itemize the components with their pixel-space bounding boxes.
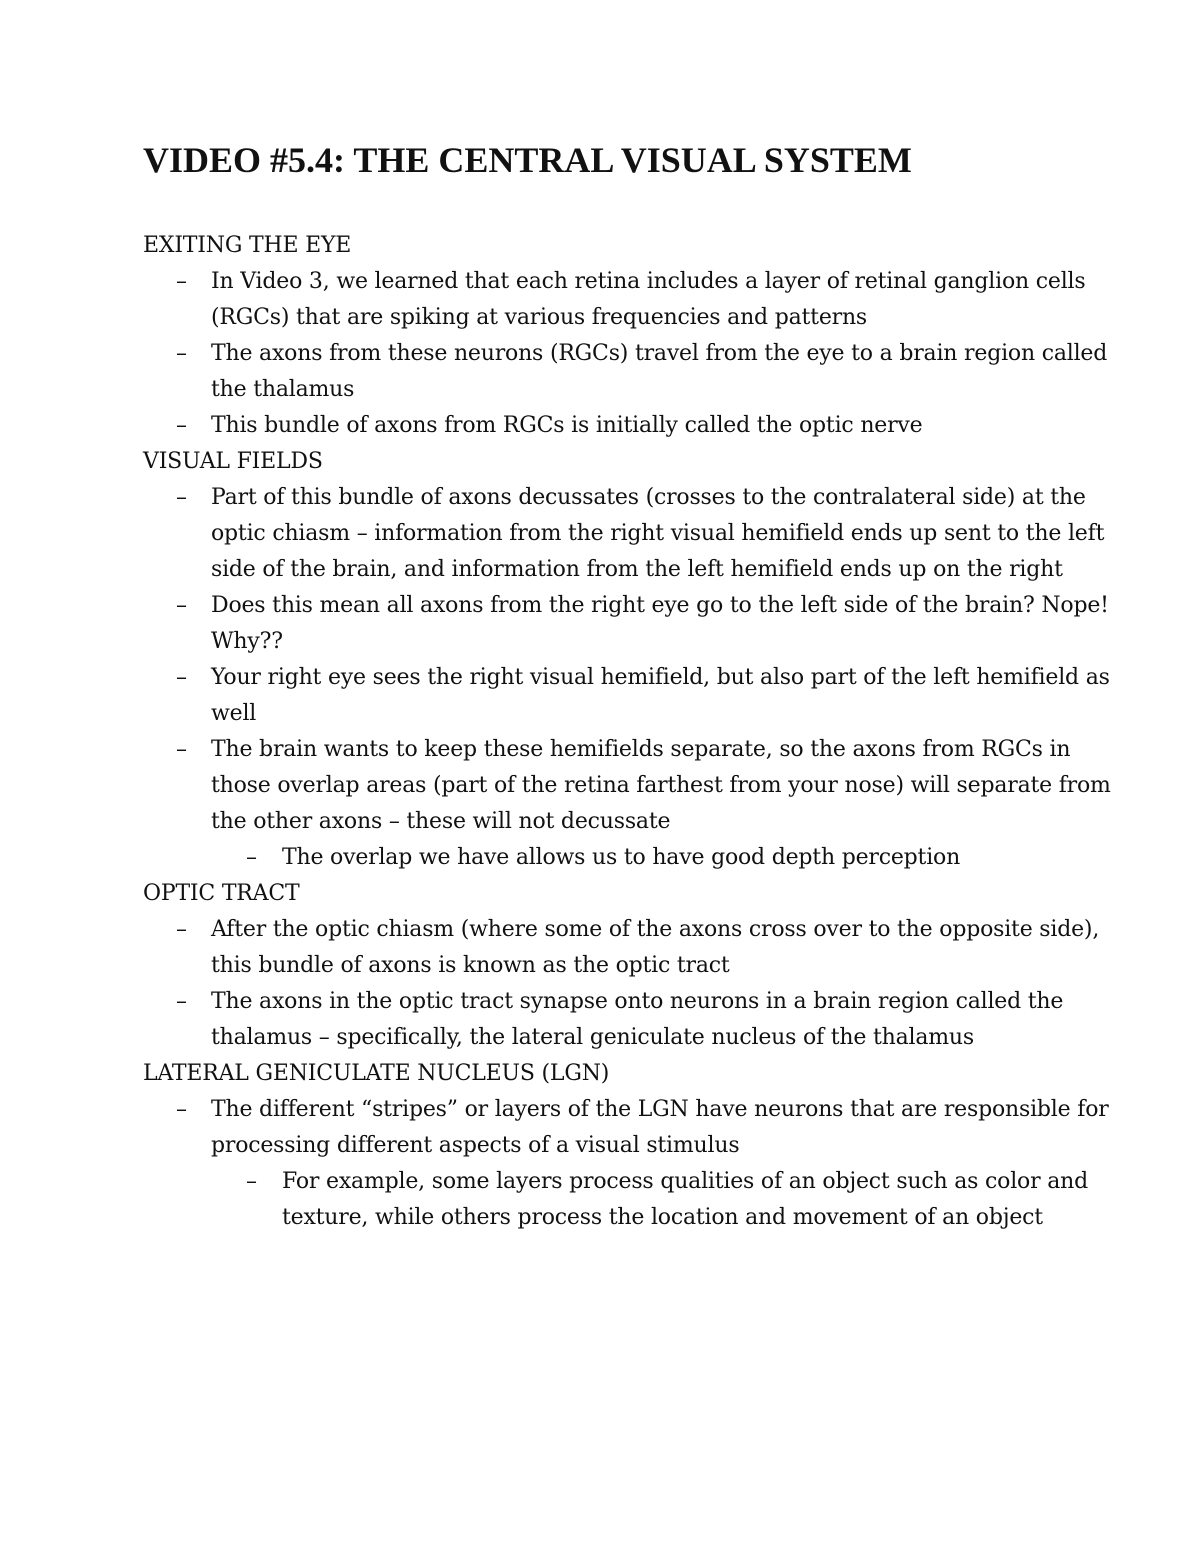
list-item-text: The different “stripes” or layers of the LGN have neurons that are responsible for processing different aspects of a visual stimulus (211, 1097, 1109, 1158)
list-item (143, 588, 1133, 660)
bullet-dash: – (176, 485, 187, 510)
bullet-dash: – (176, 593, 187, 618)
list-item (143, 264, 1133, 336)
bullet-dash: – (176, 917, 187, 942)
sub-list-item (143, 840, 1133, 876)
sub-list-item-text: The overlap we have allows us to have good depth perception (282, 845, 961, 870)
bullet-dash: – (246, 1169, 257, 1194)
list-item (143, 732, 1133, 840)
bullet-dash: – (176, 341, 187, 366)
list-item-text: After the optic chiasm (where some of the axons cross over to the opposite side), this bundle of axons is known as the optic tract (211, 917, 1100, 978)
list-item (143, 660, 1133, 732)
list-item-text: This bundle of axons from RGCs is initially called the optic nerve (211, 413, 923, 438)
section-heading-lgn: LATERAL GENICULATE NUCLEUS (LGN) (143, 1061, 610, 1086)
document-body (143, 228, 1133, 1236)
list-item-text: The axons from these neurons (RGCs) travel from the eye to a brain region called the thalamus (211, 341, 1108, 402)
list-item (143, 336, 1133, 408)
bullet-dash: – (246, 845, 257, 870)
list-item (143, 984, 1133, 1056)
list-item (143, 1092, 1133, 1164)
section-heading-exiting-the-eye: EXITING THE EYE (143, 233, 352, 258)
list-item-text: The brain wants to keep these hemifields separate, so the axons from RGCs in those overlap areas (part of the retina farthest from your nose) will separate from the other axons – these will not decussate (211, 737, 1111, 834)
list-item-text: The axons in the optic tract synapse onto neurons in a brain region called the thalamus – specifically, the lateral geniculate nucleus of the thalamus (211, 989, 1064, 1050)
bullet-dash: – (176, 413, 187, 438)
list-item-text: Your right eye sees the right visual hemifield, but also part of the left hemifield as well (211, 665, 1110, 726)
bullet-dash: – (176, 737, 187, 762)
document-title: VIDEO #5.4: THE CENTRAL VISUAL SYSTEM (143, 140, 912, 180)
bullet-dash: – (176, 665, 187, 690)
list-item (143, 912, 1133, 984)
sub-list-item-text: For example, some layers process qualities of an object such as color and texture, while others process the location and movement of an object (282, 1169, 1088, 1230)
list-item-text: Part of this bundle of axons decussates (crosses to the contralateral side) at the optic chiasm – information from the right visual hemifield ends up sent to the left side of the brain, and information from the left hemifield ends up on the right (211, 485, 1105, 582)
list-item (143, 408, 1133, 444)
section-heading-visual-fields: VISUAL FIELDS (143, 449, 323, 474)
list-item (143, 480, 1133, 588)
bullet-dash: – (176, 989, 187, 1014)
list-item-text: In Video 3, we learned that each retina includes a layer of retinal ganglion cells (RGCs) that are spiking at various frequencies and patterns (211, 269, 1086, 330)
section-heading-optic-tract: OPTIC TRACT (143, 881, 300, 906)
sub-list-item (143, 1164, 1133, 1236)
bullet-dash: – (176, 269, 187, 294)
bullet-dash: – (176, 1097, 187, 1122)
list-item-text: Does this mean all axons from the right eye go to the left side of the brain? Nope! Why?? (211, 593, 1109, 654)
